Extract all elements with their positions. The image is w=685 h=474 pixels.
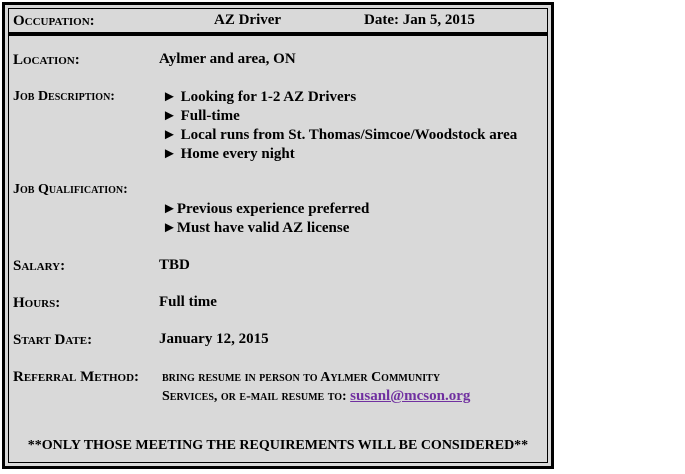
job-qualification-list — [162, 200, 369, 238]
job-posting-card — [2, 2, 554, 469]
occupation-value: AZ Driver — [214, 12, 282, 28]
job-description-label: Job Description: — [13, 89, 115, 104]
list-item: ►Must have valid AZ license — [162, 220, 350, 236]
referral-method-text — [162, 368, 470, 406]
email-link[interactable]: susanl@mcson.org — [350, 388, 471, 404]
occupation-label: Occupation: — [13, 13, 95, 29]
list-item: ► Looking for 1-2 AZ Drivers — [162, 89, 357, 105]
requirements-note: **ONLY THOSE MEETING THE REQUIREMENTS WILL BE CONSIDERED** — [27, 438, 529, 453]
list-item: ► Local runs from St. Thomas/Simcoe/Woodstock area — [162, 127, 518, 143]
list-item: ► Home every night — [162, 146, 295, 162]
posting-date: Date: Jan 5, 2015 — [364, 12, 475, 28]
list-item: ► Full-time — [162, 108, 240, 124]
location-value: Aylmer and area, ON — [159, 51, 296, 67]
header-divider — [9, 32, 547, 36]
start-date-value: January 12, 2015 — [159, 331, 269, 347]
location-label: Location: — [13, 52, 80, 68]
hours-value: Full time — [159, 294, 217, 310]
salary-value: TBD — [159, 257, 190, 273]
start-date-label: Start Date: — [13, 332, 93, 348]
list-item: ►Previous experience preferred — [162, 201, 370, 217]
job-qualification-label: Job Qualification: — [13, 182, 128, 197]
referral-line-1: bring resume in person to Aylmer Community — [162, 370, 441, 385]
header-row — [9, 9, 547, 31]
salary-label: Salary: — [13, 258, 66, 274]
job-description-list — [162, 88, 517, 164]
job-posting-inner-border — [8, 8, 548, 463]
referral-method-label: Referral Method: — [13, 369, 140, 385]
referral-line-2: Services, or e-mail resume to: — [162, 389, 347, 404]
hours-label: Hours: — [13, 295, 61, 311]
